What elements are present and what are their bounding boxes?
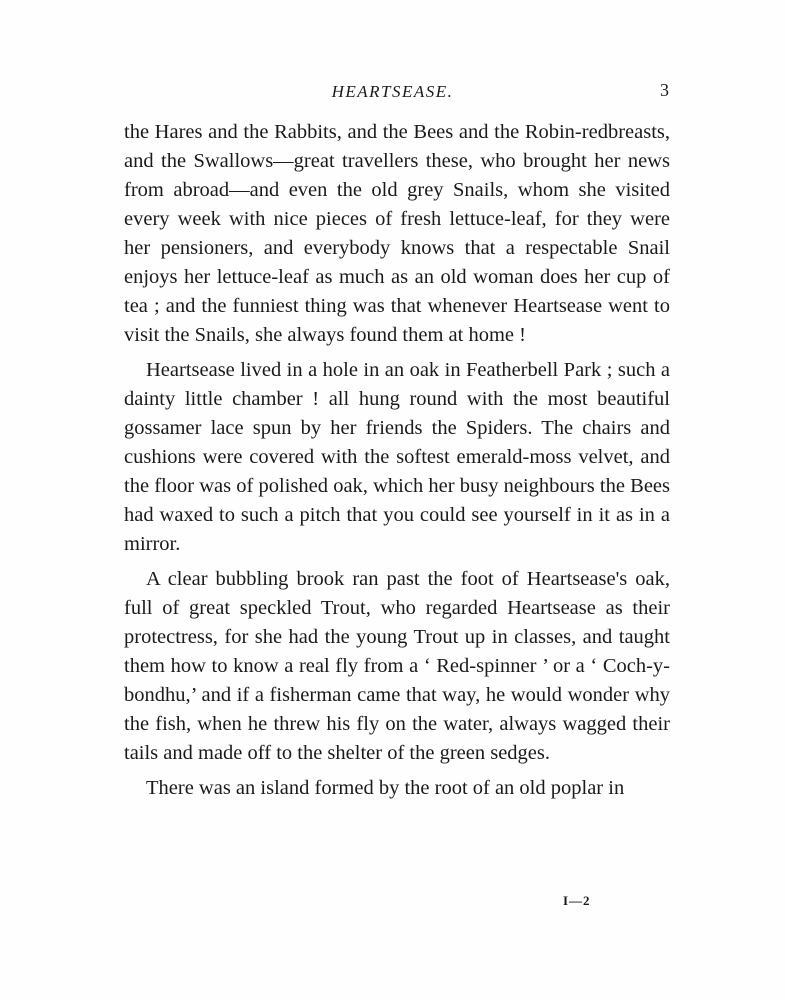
paragraph-4: There was an island formed by the root of an old poplar in	[146, 777, 625, 799]
paragraph-2: Heartsease lived in a hole in an oak in Featherbell Park ; such a dainty little chamber ! all hung round with the most beautiful gossamer lace spun by her friends the Spiders. The chairs and cushions were covered with the softest emerald-moss velvet, and the floor was of polished oak, which her busy neighbours the Bees had waxed to such a pitch that you could see yourself in it as in a mirror.	[124, 359, 670, 555]
signature-mark: I—2	[563, 893, 591, 908]
page-number: 3	[660, 80, 669, 100]
body-text	[124, 118, 670, 809]
paragraph-1: the Hares and the Rabbits, and the Bees and the Robin-redbreasts, and the Swallows—great travellers these, who brought her news from abroad—and even the old grey Snails, whom she visited every week with nice pieces of fresh lettuce-leaf, for they were her pensioners, and everybody knows that a respectable Snail enjoys her lettuce-leaf as much as an old woman does her cup of tea ; and the funniest thing was that whenever Heartsease went to visit the Snails, she always found them at home !	[124, 121, 670, 346]
running-header-title: HEARTSEASE.	[331, 82, 454, 101]
paragraph-3: A clear bubbling brook ran past the foot of Heartsease's oak, full of great speckled Trout, who regarded Heartsease as their protectress, for she had the young Trout up in classes, and taught them how to know a real fly from a ‘ Red-spinner ’ or a ‘ Coch-y-bondhu,’ and if a fisherman came that way, he would wonder why the fish, when he threw his fly on the water, always wagged their tails and made off to the shelter of the green sedges.	[124, 568, 670, 764]
